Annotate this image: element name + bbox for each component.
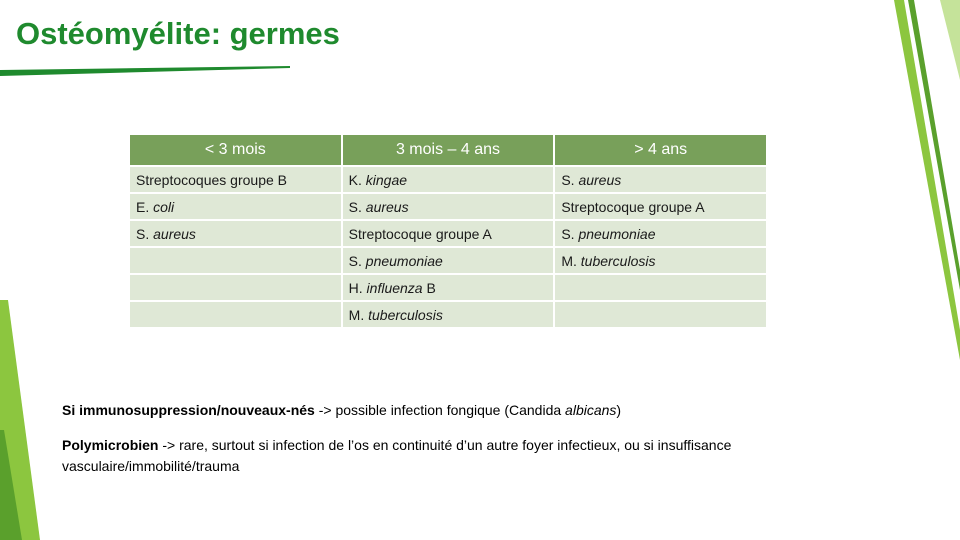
table-cell: S. aureus (342, 193, 555, 220)
table-cell (129, 301, 342, 328)
polymicrobial-note: Polymicrobien -> rare, surtout si infection de l’os en continuité d’un autre foyer infectieux, ou si insuffisance vasculaire/immobilité/trauma (62, 437, 732, 474)
table-row (129, 301, 767, 328)
table-cell: H. influenza B (342, 274, 555, 301)
page-title: Ostéomyélite: germes (16, 16, 340, 51)
table-row (129, 274, 767, 301)
table-row (129, 166, 767, 193)
table-row (129, 220, 767, 247)
table-cell: M. tuberculosis (554, 247, 767, 274)
table-header-row (129, 134, 767, 166)
table-row (129, 247, 767, 274)
table-cell: S. aureus (129, 220, 342, 247)
table-cell: M. tuberculosis (342, 301, 555, 328)
table-cell (554, 301, 767, 328)
immunosuppression-note: Si immunosuppression/nouveaux-nés -> possible infection fongique (Candida albicans) (62, 402, 622, 418)
title-underline (0, 62, 300, 78)
notes-block (62, 400, 882, 491)
table-cell: Streptocoque groupe A (554, 193, 767, 220)
column-header-under-3-months: < 3 mois (129, 134, 342, 166)
table-cell: S. pneumoniae (554, 220, 767, 247)
table-cell: S. pneumoniae (342, 247, 555, 274)
table-cell (129, 247, 342, 274)
column-header-over-4-years: > 4 ans (554, 134, 767, 166)
right-accent-decoration (880, 0, 960, 540)
germs-table (128, 133, 768, 329)
table-cell: Streptocoque groupe A (342, 220, 555, 247)
table-cell: K. kingae (342, 166, 555, 193)
table-cell: Streptocoques groupe B (129, 166, 342, 193)
column-header-3-months-4-years: 3 mois – 4 ans (342, 134, 555, 166)
table-row (129, 193, 767, 220)
table-cell: E. coli (129, 193, 342, 220)
table-cell (554, 274, 767, 301)
table-cell: S. aureus (554, 166, 767, 193)
left-accent-decoration (0, 0, 60, 540)
table-cell (129, 274, 342, 301)
